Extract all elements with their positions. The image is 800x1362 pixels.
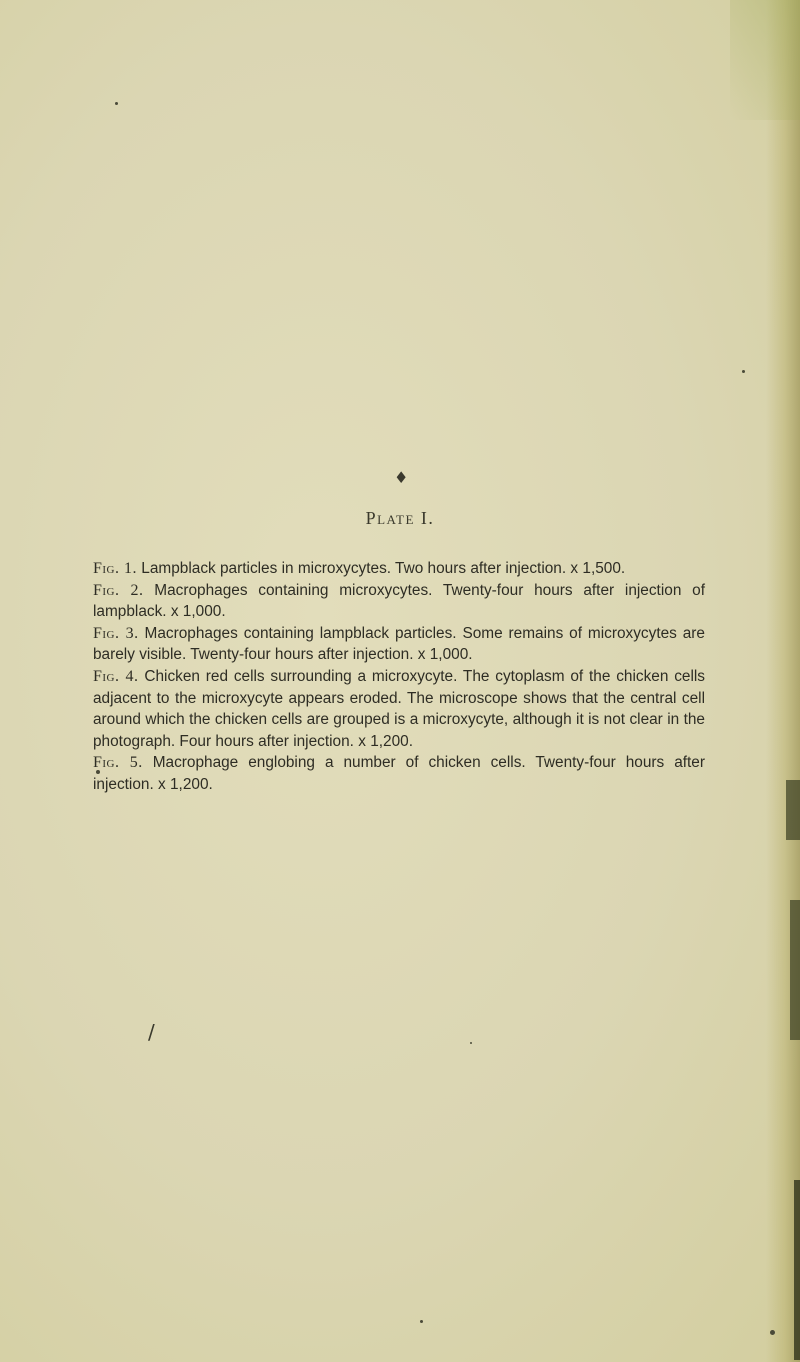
figure-text: Macrophages containing lampblack particles. Some remains of microxycytes are barely visible. Twenty-four hours after injection. x 1,000. xyxy=(93,624,705,664)
figure-label: Fig. 1. xyxy=(93,560,138,577)
edge-stain xyxy=(786,780,800,840)
figure-caption xyxy=(93,558,705,580)
figure-captions xyxy=(93,558,705,796)
plate-title: Plate I. xyxy=(365,508,435,528)
figure-text: Chicken red cells surrounding a microxycyte. The cytoplasm of the chicken cells adjacent to the microxycyte appears eroded. The microscope shows that the central cell around which the chicken cells are grouped is a microxycyte, although it is not clear in the photograph. Four hours after injection. x 1,200. xyxy=(93,667,705,750)
paper-speck xyxy=(742,370,745,373)
ornament-mark: ♦ xyxy=(394,468,409,487)
paper-speck xyxy=(115,102,118,105)
figure-label: Fig. 5. xyxy=(93,754,143,772)
paper-speck xyxy=(470,1042,472,1044)
pencil-mark: / xyxy=(148,1020,155,1044)
paper-speck xyxy=(770,1330,775,1335)
figure-caption xyxy=(93,666,705,752)
figure-label: Fig. 4. xyxy=(93,667,139,685)
paper-speck xyxy=(420,1320,423,1323)
edge-stain xyxy=(794,1180,800,1360)
figure-caption xyxy=(93,623,705,666)
figure-text: Macrophages containing microxycytes. Twenty-four hours after injection of lampblack. x 1,000. xyxy=(93,581,705,621)
page-corner-discoloration xyxy=(730,0,800,120)
figure-text: Lampblack particles in microxycytes. Two hours after injection. x 1,500. xyxy=(141,560,626,577)
page-edge-shadow xyxy=(766,0,800,1362)
figure-label: Fig. 3. xyxy=(93,624,139,642)
figure-caption xyxy=(93,580,705,623)
figure-caption xyxy=(93,752,705,795)
edge-stain xyxy=(790,900,800,1040)
figure-label: Fig. 2. xyxy=(93,581,144,599)
figure-text: Macrophage englobing a number of chicken cells. Twenty-four hours after injection. x 1,200. xyxy=(93,754,705,793)
